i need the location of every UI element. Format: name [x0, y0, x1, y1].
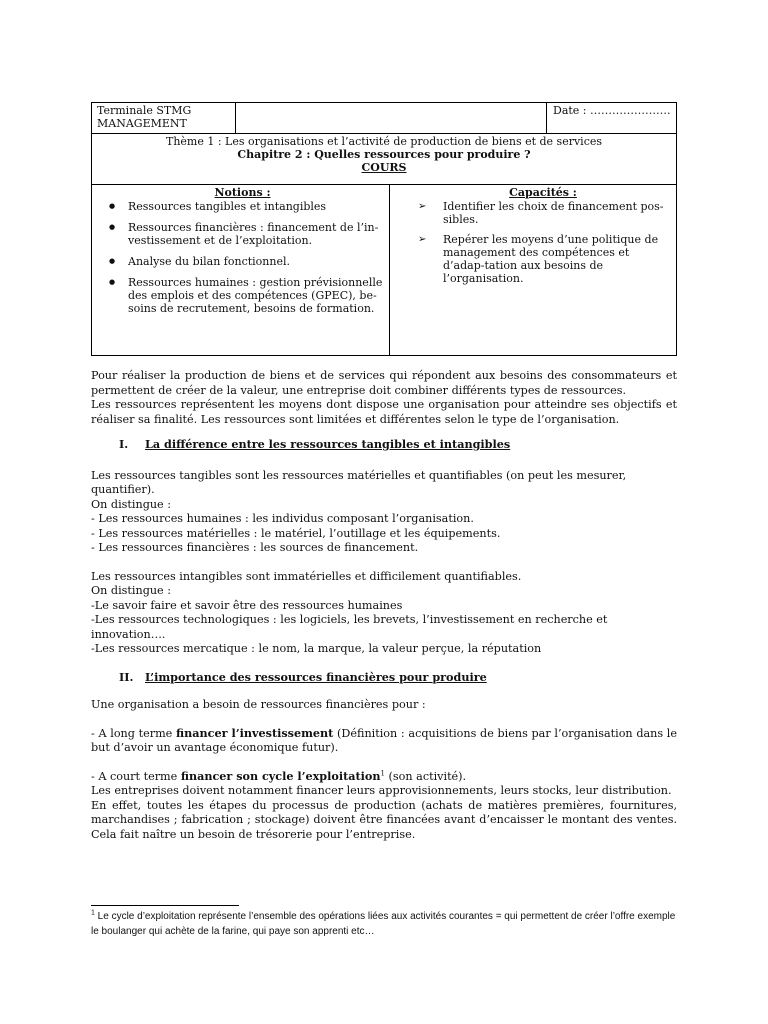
- tangible-item: - Les ressources humaines : les individus composant l’organisation.: [91, 512, 474, 525]
- footnote-ref[interactable]: 1: [380, 768, 385, 777]
- tangible-item: - Les ressources matérielles : le matériel, l’outillage et les équipements.: [91, 526, 501, 540]
- intangibles-intro: Les ressources intangibles sont immatérielles et difficilement quantifiables.: [91, 569, 522, 583]
- notions-list: [102, 200, 383, 315]
- cycle-bold: financer son cycle l’exploitation: [180, 768, 381, 783]
- tangible-item: - Les ressources financières : les sources de financement.: [91, 541, 419, 554]
- footnote-number: 1: [91, 909, 95, 917]
- capacites-list: [418, 200, 668, 285]
- class-line-2: MANAGEMENT: [97, 117, 187, 130]
- notion-item: ● Ressources financières : financement de l’in-vestissement et de l’exploitation.: [102, 221, 383, 247]
- theme-title: Thème 1 : Les organisations et l’activité de production de biens et de services: [165, 135, 603, 148]
- intro-paragraph-2: Les ressources représentent les moyens dont dispose une organisation pour atteindre ses objectifs et réaliser sa finalité. Les ressources sont limitées et différentes selon le type de l’organisation.: [91, 398, 677, 426]
- section-1-title: La différence entre les ressources tangibles et intangibles: [145, 437, 511, 451]
- title-cell: [92, 134, 676, 185]
- notion-item: ● Ressources humaines : gestion prévisionnelle des emplois et des compétences (GPEC), be-soins de recrutement, besoins de formation.: [102, 276, 383, 315]
- investment-paragraph: [91, 726, 677, 756]
- investment-suffix: (Définition : acquisitions de biens par l’organisation dans le but d’avoir un avantage économique futur).: [91, 726, 677, 754]
- intro-paragraph-1: Pour réaliser la production de biens et de services qui répondent aux besoins des consommateurs et permettent de créer de la valeur, une entreprise doit combiner différents types de ressources.: [91, 369, 677, 397]
- footnote-text: Le cycle d’exploitation représente l’ensemble des opérations liées aux activités courantes = qui permettent de créer l’offre exemple le boulanger qui achète de la farine, qui paye son apprenti etc…: [91, 911, 676, 937]
- capacites-cell: [390, 185, 676, 355]
- intangible-item: -Le savoir faire et savoir être des ressources humaines: [91, 598, 403, 612]
- header-row-top: [92, 103, 676, 134]
- tangibles-intro: Les ressources tangibles sont les ressources matérielles et quantifiables (on peut les mesurer, quantifier).: [91, 468, 627, 496]
- section-2-title: L’importance des ressources financières pour produire: [145, 669, 487, 684]
- empty-cell: [236, 103, 547, 133]
- class-line-1: Terminale STMG: [97, 104, 192, 117]
- footnote: [91, 909, 681, 939]
- on-distingue-1: On distingue :: [91, 497, 172, 511]
- course-body: [91, 369, 677, 842]
- intangible-item: -Les ressources technologiques : les logiciels, les brevets, l’investissement en recherche et innovation….: [91, 613, 608, 641]
- capacite-item: ➢ Repérer les moyens d’une politique de management des compétences et d’adap-tation aux besoins de l’organisation.: [418, 233, 668, 285]
- capacite-item: ➢ Identifier les choix de financement pos-sibles.: [418, 200, 668, 226]
- section-1-heading: [91, 437, 677, 452]
- cycle-paragraph: [91, 769, 677, 785]
- capacites-title: Capacités :: [509, 186, 577, 199]
- notions-capacites-row: [92, 185, 676, 355]
- intangible-item: -Les ressources mercatique : le nom, la marque, la valeur perçue, la réputation: [91, 642, 542, 655]
- investment-prefix: - A long terme: [91, 726, 176, 740]
- section-2-number: II.: [119, 669, 134, 684]
- notions-title: Notions :: [214, 186, 271, 199]
- class-cell: [92, 103, 236, 133]
- header-table: [91, 102, 677, 356]
- cours-label: COURS: [361, 161, 407, 174]
- chapter-title: Chapitre 2 : Quelles ressources pour produire ?: [237, 148, 531, 161]
- section-1-number: I.: [119, 437, 129, 451]
- section-2-heading: [91, 670, 677, 685]
- cycle-suffix: (son activité).: [385, 769, 467, 783]
- notions-cell: [92, 185, 390, 355]
- cycle-detail-2: En effet, toutes les étapes du processus de production (achats de matières premières, fournitures, marchandises ; fabrication ; stockage) doivent être financées avant d’encaisser le montant des ventes. Cela fait naître un besoin de trésorerie pour l’entreprise.: [91, 798, 677, 841]
- on-distingue-2: On distingue :: [91, 584, 172, 597]
- cycle-detail-1: Les entreprises doivent notamment financer leurs approvisionnements, leurs stocks, leur distribution.: [91, 784, 672, 797]
- date-cell: Date : ………………….: [553, 104, 671, 117]
- investment-bold: financer l’investissement: [176, 725, 334, 740]
- section-2-intro: Une organisation a besoin de ressources financières pour :: [91, 698, 426, 711]
- cycle-prefix: - A court terme: [91, 769, 181, 783]
- footnote-separator: [91, 905, 239, 906]
- notion-item: ● Ressources tangibles et intangibles: [102, 200, 383, 213]
- notion-item: ● Analyse du bilan fonctionnel.: [102, 255, 383, 268]
